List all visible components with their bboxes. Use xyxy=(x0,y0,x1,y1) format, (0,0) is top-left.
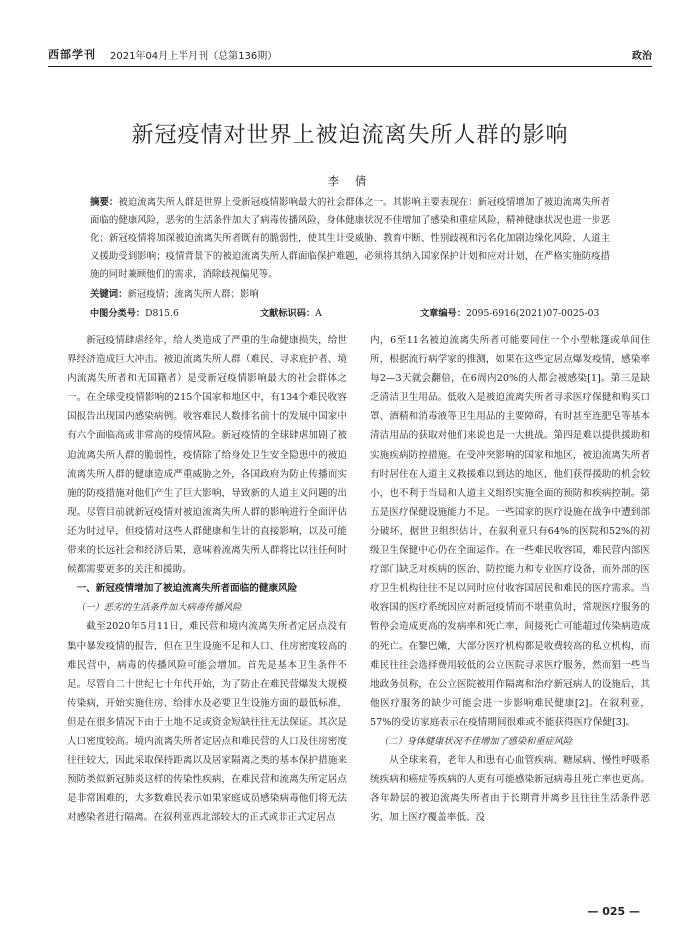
left-column xyxy=(67,331,347,827)
abstract xyxy=(90,194,610,284)
abstract-text: 被迫流离失所人群是世界上受新冠疫情影响最大的社会群体之一。其影响主要表现在：新冠疫情增加了被迫流离失所者面临的健康风险，恶劣的生活条件加大了病毒传播风险，身体健康状况不佳增加了感染和重症风险，精神健康状况也进一步恶化；新冠疫情将加深被迫流离失所者既有的脆弱性，使其生计受威胁、教育中断、性别歧视和污名化加剧边缘化风险、人道主义援助受到影响；疫情背景下的被迫流离失所人群面临保护难题，必须将其纳入国家保护计划和应对计划，在严格实施防疫措施的同时兼顾他们的需求，消除歧视偏见等。 xyxy=(90,197,610,280)
keywords-text: 新冠疫情；流离失所人群；影响 xyxy=(127,289,259,300)
page-number: — 025 — xyxy=(587,905,640,918)
intro-paragraph: 新冠疫情肆虐经年，给人类造成了严重的生命健康损失，给世界经济造成巨大冲击。被迫流离失所人群（难民、寻求庇护者、境内流离失所者和无国籍者）是受新冠疫情影响最大的社会群体之一。在全球受疫情影响的215个国家和地区中，有134个难民收容国报告出现国内感染病例。收容难民人数排名前十的发展中国家中有六个面临高或非常高的疫情风险。新冠疫情的全球肆虐加剧了被迫流离失所人群的脆弱性，疫情除了给身处卫生安全隐患中的被迫流离失所人群的健康造成严重威胁之外，各国政府为防止传播而实施的防疫措施对他们产生了巨大影响，导致新的人道主义问题的出现。尽管目前就新冠疫情对被迫流离失所人群的影响进行全面评估还为时过早，但疫情对这些人群健康和生计的直接影响，以及可能带来的长远社会和经济后果，意味着流离失所人群将比以往任何时候都需要更多的关注和援助。 xyxy=(67,335,347,576)
keywords-label: 关键词： xyxy=(90,289,128,300)
keywords xyxy=(90,286,610,300)
clc-label: 中图分类号： xyxy=(90,308,146,319)
clc-value: D815.6 xyxy=(145,308,179,319)
article-label: 文章编号： xyxy=(420,308,466,319)
article-value: 2095-6916(2021)07-0025-03 xyxy=(465,308,600,319)
doc-code xyxy=(260,305,420,319)
issue-info: 2021年04月上半月刊（总第136期） xyxy=(110,51,278,62)
body-paragraph-continued: 内，6至11名被迫流离失所者可能要同住一个小型帐篷或单间住所，根据流行病学家的推测，如果在这些定居点爆发疫情，感染率每2—3天就会翻倍，在6周内20%的人都会被感染[1]。第三是缺乏清洁卫生用品。低收入是被迫流离失所者寻求医疗保健和购买口罩、酒精和消毒液等卫生用品的主要障碍，有时甚至连肥皂等基本清洁用品的获取对他们来说也是一大挑战。第四是难以提供援助和实施疾病防控措施。在受冲突影响的国家和地区，被迫流离失所者有时居住在人道主义救援难以到达的地区，他们获得援助的机会较小，也不利于当局和人道主义组织实施全面的预防和疾病控制。第五是医疗保健设施能力不足。一些国家的医疗设施在战争中遭到部分破坏，据世卫组织估计，在叙利亚只有64%的医院和52%的初级卫生保健中心仍在全面运作。在一些难民收容国，难民营内部医疗部门缺乏对疾病的医治、防控能力和专业医疗设备，而外部的医疗卫生机构往往不足以同时应付收容国居民和难民的医疗需求。当收容国的医疗系统因应对新冠疫情而不堪重负时，常规医疗服务的暂停会造成更高的发病率和死亡率，间接死亡可能超过传染病造成的死亡。在黎巴嫩，大部分医疗机构都是收费较高的私立机构，而难民往往会选择费用较低的公立医院寻求医疗服务，然而猖一些当地政务员称，在公立医院被用作隔离和治疗新冠病人的设施后，其他医疗服务的缺少可能会进一步影响难民健康[2]。在叙利亚，57%的受访家庭表示在疫情期间很难或不能获得医疗保健[3]。 xyxy=(370,335,650,728)
article-meta xyxy=(90,305,610,319)
article-number xyxy=(420,305,610,319)
doc-label: 文献标识码： xyxy=(260,308,316,319)
subsection-heading-2: （二）身体健康状况不佳增加了感染和重症风险 xyxy=(379,735,573,747)
article-title: 新冠疫情对世界上被迫流离失所人群的影响 xyxy=(131,123,569,148)
running-header xyxy=(48,44,652,67)
abstract-label: 摘要： xyxy=(90,197,119,208)
section-label: 政治 xyxy=(632,51,652,62)
body-paragraph: 从全球来看，老年人和患有心血管疾病、糖尿病、慢性呼吸系统疾病和癌症等疾病的人更有可能感染新冠病毒且死亡率也更高。各年龄层的被迫流离失所者由于长期背井离乡且往往生活条件恶劣，加上医疗覆盖率低、没 xyxy=(370,755,650,824)
author-name: 李 倩 xyxy=(327,174,373,188)
doc-value: A xyxy=(315,308,322,319)
body-paragraph: 截至2020年5月11日，难民营和境内流离失所者定居点没有集中暴发疫情的报告，但在卫生设施不足和人口、住房密度较高的难民营中，病毒的传播风险可能会增加。首先是基本卫生条件不足。尽管自二十世纪七十年代开始，为了防止在难民营爆发大规模传染病，开始实施住房、给排水及必要卫生设施方面的最低标准，但是在很多情况下由于土地不足或资金短缺往往无法保证。其次是人口密度较高。境内流离失所者定居点和难民营的人口及住房密度往往较大，因此采取保持距离以及居家隔离之类的基本保护措施来预防类似新冠肺炎这样的传染性疾病，在难民营和流离失所定居点是非常困难的，大多数难民表示如果家庭成员感染病毒他们将无法对感染者进行隔离。在叙利亚西北部较大的正式或非正式定居点 xyxy=(67,621,347,824)
clc-number xyxy=(90,305,260,319)
journal-name: 西部学刊 xyxy=(48,48,96,61)
section-heading-1: 一、新冠疫情增加了被迫流离失所者面临的健康风险 xyxy=(76,583,298,595)
right-column xyxy=(370,331,650,827)
subsection-heading-1: （一）恶劣的生活条件加大病毒传播风险 xyxy=(76,602,242,614)
